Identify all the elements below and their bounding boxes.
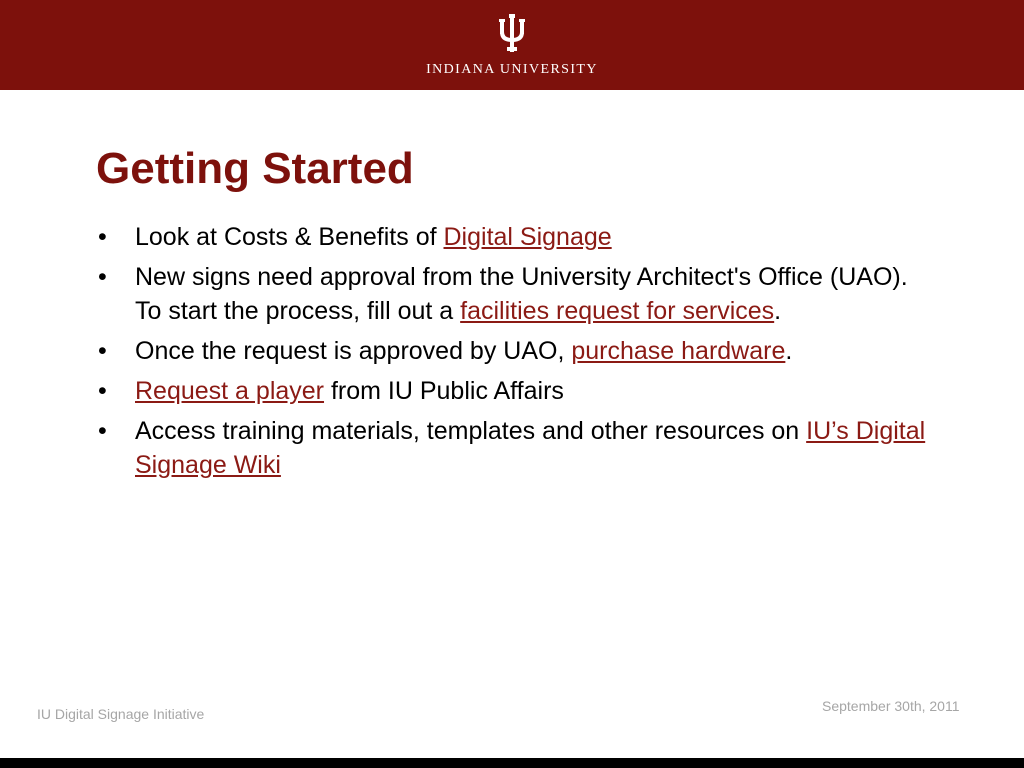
bullet-dot: •: [98, 223, 107, 251]
bullet-item: [96, 260, 936, 328]
bullet-text-after: .: [774, 297, 782, 325]
bullet-item: [96, 334, 936, 368]
header-bar: [0, 0, 1024, 90]
bullet-text: Once the request is approved by UAO,: [135, 337, 572, 365]
bullet-text: Access training materials, templates and other resources on: [135, 417, 807, 445]
digital-signage-link[interactable]: Digital Signage: [443, 223, 612, 251]
bottom-bar: [0, 758, 1024, 768]
signage-wiki-link[interactable]: IU’s Digital Signage Wiki: [135, 417, 926, 479]
footer-initiative: IU Digital Signage Initiative: [37, 706, 205, 722]
university-wordmark: INDIANA UNIVERSITY: [426, 62, 598, 77]
bullet-text-after: .: [785, 337, 793, 365]
bullet-item: [96, 220, 936, 254]
bullet-text: Look at Costs & Benefits of: [135, 223, 444, 251]
bullet-dot: •: [98, 263, 107, 291]
bullet-dot: •: [98, 417, 107, 445]
request-player-link[interactable]: Request a player: [135, 377, 325, 405]
slide-title: Getting Started: [96, 144, 414, 193]
bullet-text-after: from IU Public Affairs: [324, 377, 564, 405]
purchase-hardware-link[interactable]: purchase hardware: [571, 337, 786, 365]
iu-trident-icon: [497, 14, 527, 52]
bullet-item: [96, 374, 936, 408]
bullet-text: New signs need approval from the University Architect's Office (UAO). To start the process, fill out a: [135, 263, 908, 325]
bullet-dot: •: [98, 337, 107, 365]
bullet-list: [96, 220, 936, 488]
facilities-request-link[interactable]: facilities request for services: [460, 297, 775, 325]
bullet-item: [96, 414, 936, 482]
bullet-dot: •: [98, 377, 107, 405]
footer-date: September 30th, 2011: [822, 698, 960, 714]
